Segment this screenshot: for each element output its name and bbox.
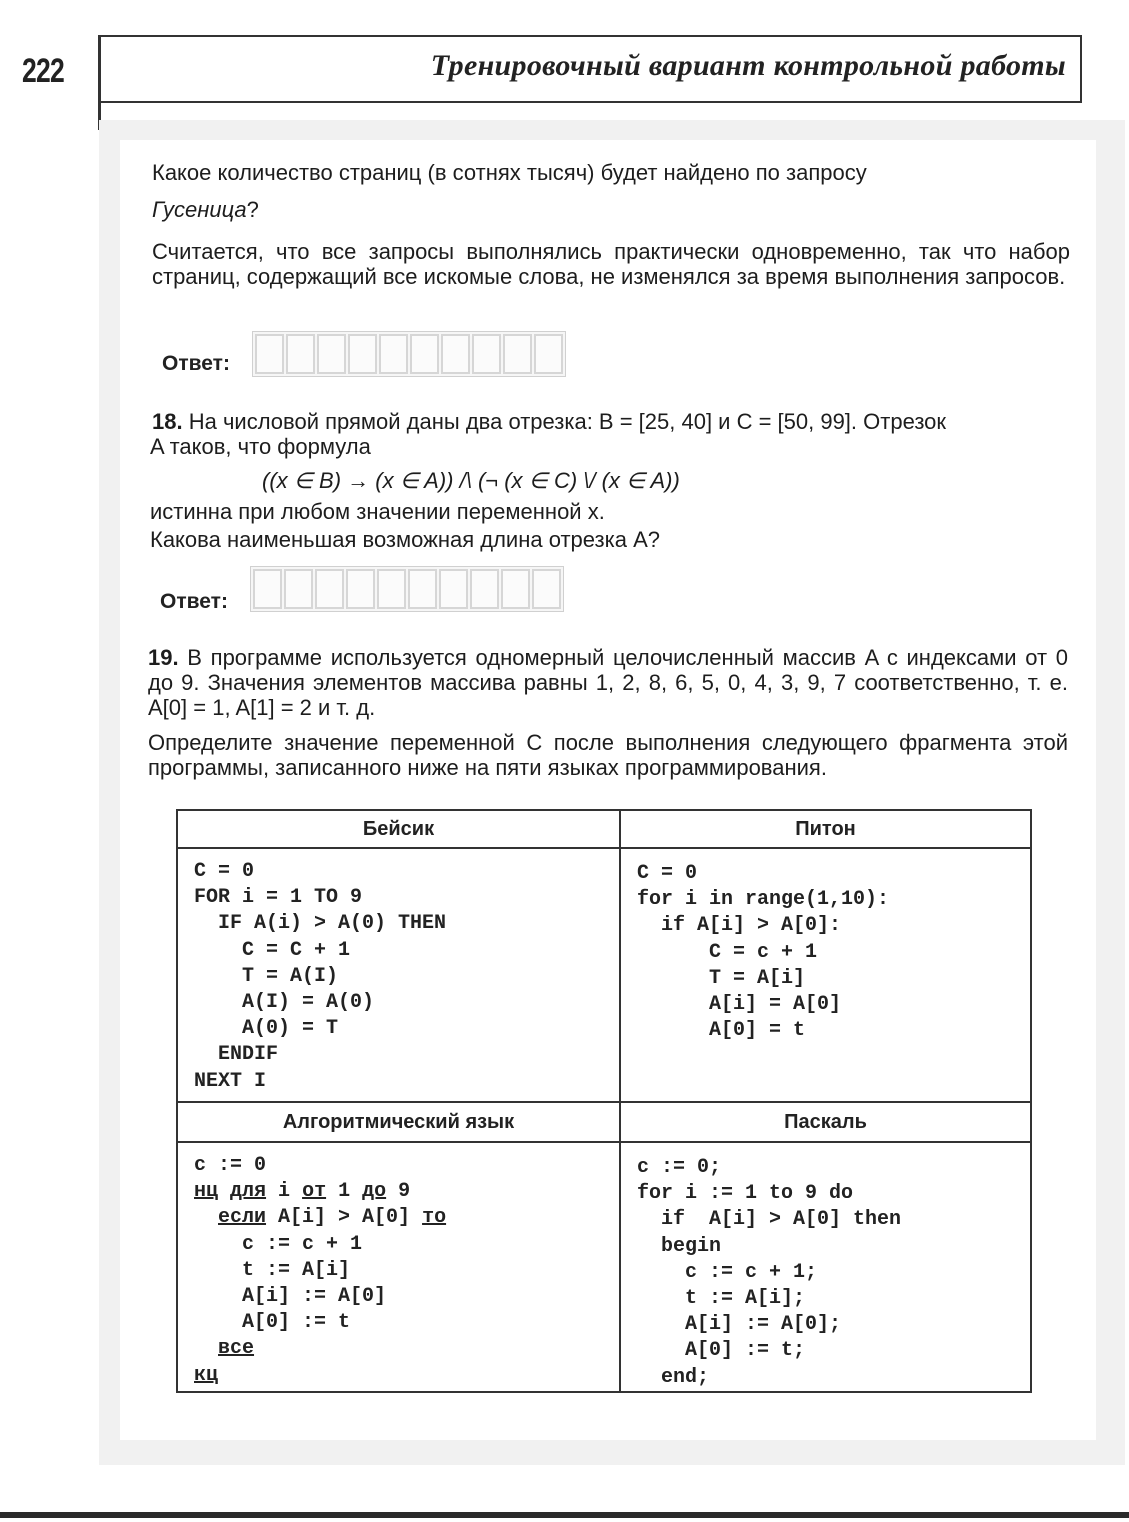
answer-cell [532, 569, 561, 609]
q18-answer-box[interactable] [250, 566, 564, 612]
q19-text2: Определите значение переменной C после выполнения следующего фрагмента этой программы, записанного ниже на пяти языках программирования. [148, 730, 1068, 780]
q17-query-word: Гусеница [152, 197, 247, 222]
algo-header: Алгоритмический язык [178, 1103, 621, 1143]
page-number: 222 [22, 52, 64, 90]
q18-answer-label: Ответ: [160, 590, 228, 613]
q18-text2: A таков, что формула [150, 434, 371, 459]
answer-cell [315, 569, 344, 609]
pascal-code: c := 0; for i := 1 to 9 do if A[i] > A[0] then begin c := c + 1; t := A[i]; A[i] := A[0]; A[0] := t; end; [637, 1156, 902, 1389]
answer-cell [439, 569, 468, 609]
answer-cell [377, 569, 406, 609]
running-header [98, 35, 1082, 103]
answer-cell [253, 569, 282, 609]
q18-number: 18. [152, 409, 183, 434]
answer-cell [441, 334, 470, 374]
q18-text1: На числовой прямой даны два отрезка: B = [25, 40] и C = [50, 99]. Отрезок [188, 409, 947, 434]
q18-text4: Какова наименьшая возможная длина отрезка A? [150, 527, 660, 552]
answer-cell [348, 334, 377, 374]
answer-cell [408, 569, 437, 609]
basic-code-cell [178, 849, 621, 1103]
python-code-cell [621, 849, 1030, 1103]
q17-query-mark: ? [246, 197, 259, 222]
answer-cell [379, 334, 408, 374]
answer-cell [410, 334, 439, 374]
q17-answer-box[interactable] [252, 331, 566, 377]
python-header: Питон [621, 811, 1030, 849]
answer-cell [346, 569, 375, 609]
code-table [176, 809, 1032, 1393]
q19-text1 [148, 645, 1068, 720]
basic-header: Бейсик [178, 811, 621, 849]
answer-cell [470, 569, 499, 609]
answer-cell [286, 334, 315, 374]
answer-cell [503, 334, 532, 374]
q19-text1-body: В программе используется одномерный целочисленный массив A с индексами от 0 до 9. Значения элементов массива равны 1, 2, 8, 6, 5, 0, 4, 3, 9, 7 соответственно, т. е. A[0] = 1, A[1] = 2 и т. д. [148, 645, 1068, 720]
bottom-rule [0, 1512, 1129, 1518]
q18-formula: ((x ∈ B) → (x ∈ A)) /\ (¬ (x ∈ C) \/ (x ∈ A)) [262, 468, 680, 493]
answer-cell [472, 334, 501, 374]
q17-note: Считается, что все запросы выполнялись практически одновременно, так что набор страниц, содержащий все искомые слова, не изменялся за время выполнения запросов. [152, 239, 1070, 289]
pascal-code-cell [621, 1143, 1030, 1391]
answer-cell [501, 569, 530, 609]
algo-code: c := 0 нц для i от 1 до 9 если A[i] > A[0] то c := c + 1 t := A[i] A[i] := A[0] A[0] := t все кц [194, 1154, 447, 1387]
q18-line1 [152, 409, 1070, 434]
q17-query [152, 197, 259, 222]
q17-line1: Какое количество страниц (в сотнях тысяч) будет найдено по запросу [152, 160, 867, 185]
pascal-header: Паскаль [621, 1103, 1030, 1143]
q18-text3: истинна при любом значении переменной x. [150, 499, 605, 524]
answer-cell [317, 334, 346, 374]
answer-cell [255, 334, 284, 374]
q17-answer-label: Ответ: [162, 352, 230, 375]
python-code: C = 0 for i in range(1,10): if A[i] > A[0]: C = c + 1 T = A[i] A[i] = A[0] A[0] = t [637, 862, 890, 1043]
header-title: Тренировочный вариант контрольной работы [430, 49, 1066, 82]
basic-code: C = 0 FOR i = 1 TO 9 IF A(i) > A(0) THEN C = C + 1 T = A(I) A(I) = A(0) A(0) = T ENDIF NEXT I [194, 860, 447, 1093]
q19-number: 19. [148, 645, 179, 670]
algo-code-cell [178, 1143, 621, 1391]
answer-cell [534, 334, 563, 374]
answer-cell [284, 569, 313, 609]
